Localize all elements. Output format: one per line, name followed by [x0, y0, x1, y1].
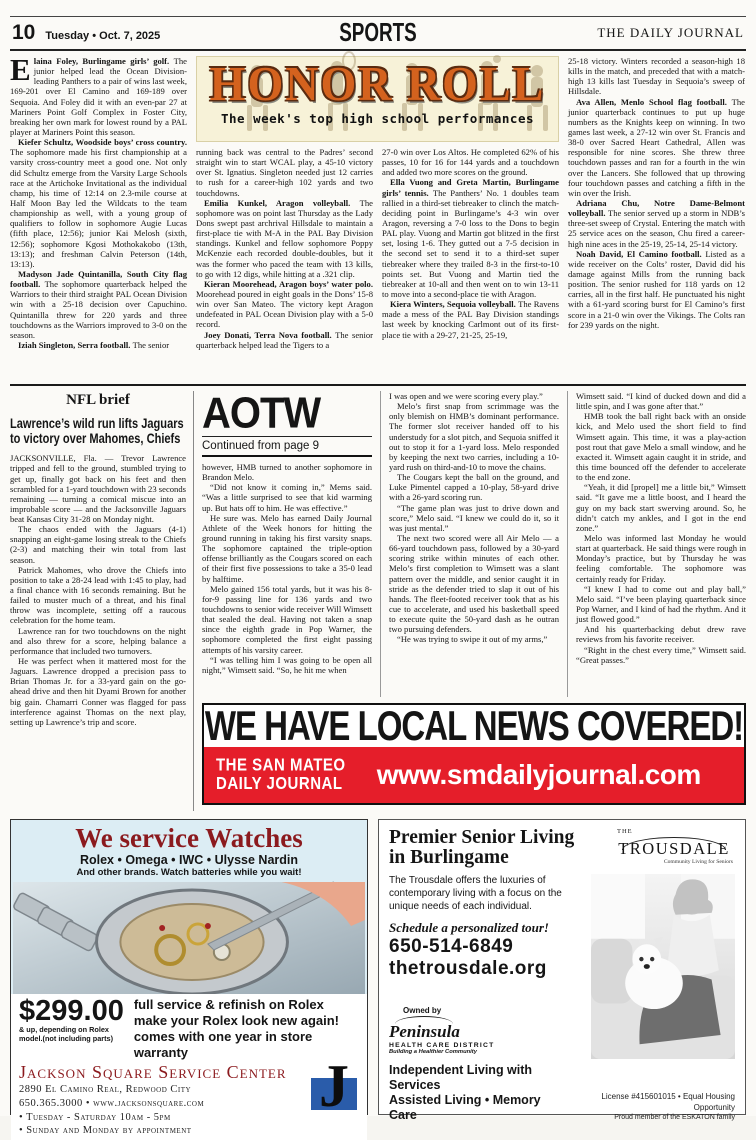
middle-zone: [10, 391, 746, 811]
article-paragraph: “The game plan was just to drive down and score,” Melo said. “I knew we could do it, so it was just mental.”: [389, 502, 559, 533]
article-paragraph: Ava Allen, Menlo School flag football. The junior quarterback continues to put up huge numbers as the Knights keep on winning. In two games last week, a 27-12 win over St. Francis and 38-0 over Sacred Heart Cathedral, Allen was responsible for nine scores. She threw three touchdown passes and ran for a fourth in the win over the Lancers. She followed that up throwing four touchdown passes and catching a fifth in the win over the Irish.: [568, 96, 745, 198]
article-paragraph: 27-0 win over Los Altos. He completed 62% of his passes, 10 for 16 for 144 yards and a touchdown and added two more scores on the ground.: [382, 147, 559, 178]
honor-roll-col-3: [382, 147, 559, 378]
article-paragraph: running back was central to the Padres’ second straight win to start WCAL play, a 45-10 victory over St. Ignatius. Singleton needed just 12 carries to rush for a career-high 102 yards and two touchdowns.: [196, 147, 373, 198]
watch-ad-title: We service Watches: [75, 823, 303, 853]
aotw-article: [202, 391, 746, 697]
watch-ad-subline: And other brands. Watch batteries while you wait!: [76, 867, 302, 878]
watch-ad-price: $299.00: [19, 995, 124, 1027]
dropcap: E: [10, 52, 31, 87]
article-paragraph: Melo was informed last Monday he would start at quarterback. He said things were rough in Monday’s practice, but by Thursday he was feeling comfortable. The sophomore was certainly ready for Friday.: [576, 532, 746, 584]
senior-living-photo: [591, 874, 735, 1059]
article-paragraph: The Cougars kept the ball on the ground, and Luke Pimentel capped a 10-play, 58-yard drive with a 26-yard scoring run.: [389, 472, 559, 503]
honor-roll-col-4: [568, 56, 745, 378]
article-paragraph: Joey Donati, Terra Nova football. The senior quarterback helped lead the Tigers to a: [196, 329, 373, 350]
article-paragraph: Emilia Kunkel, Aragon volleyball. The sophomore was on point last Thursday as the Lady Dons swept past archrival Hillsdale to maintain a first-place tie with M-A in the PAL Bay Division standings. Kunkel and fellow sophomore Poppy McKenzie each recorded double-doubles, but it was the former who paced the team with 13 kills, to go with 12 digs, while hitting at a .321 clip.: [196, 197, 373, 279]
article-paragraph: And his quarterbacking debut drew rave reviews from his favorite receiver.: [576, 624, 746, 645]
article-paragraph: He was perfect when it mattered most for the Jaguars. Lawrence dropped a precision pass to Brian Thomas Jr. for a 33-yard gain on the go-ahead drive and then hit Dyami Brown for another big gain. Chamarri Conner was flagged for pass interference against Thomas on the next play, setting up Lawrence’s trip and score.: [10, 656, 186, 727]
honor-roll-subtitle: The week's top high school performances: [221, 111, 534, 126]
nfl-brief-article: [10, 391, 194, 811]
section-title: SPORTS: [339, 17, 417, 47]
promo-headline: WE HAVE LOCAL NEWS COVERED!: [204, 702, 744, 749]
article-paragraph: “Yeah, it did [propel] me a little bit,” Wimsett said. “It gave me a little boost, and I heard the guy on my back start swerving around. So, he didn’t catch my ankles, and I got in the end zone.”: [576, 482, 746, 533]
local-news-promo-banner: [202, 703, 746, 805]
section-divider: [10, 384, 746, 386]
paper-name: THE DAILY JOURNAL: [597, 24, 744, 40]
honor-roll-section: [10, 52, 746, 378]
masthead: [10, 16, 746, 51]
trousdale-body-text: The Trousdale offers the luxuries of contemporary living with a focus on the unique needs of each individual.: [389, 874, 562, 912]
article-paragraph: Patrick Mahomes, who drove the Chiefs into position to take a 28-24 lead with 1:45 to play, had a final chance with 16 seconds remaining. But he failed to muster much of a threat, and his final throw was incomplete, setting off a raucous celebration for the home team.: [10, 564, 186, 626]
rule: [202, 455, 372, 457]
trousdale-senior-living-ad: [378, 819, 746, 1122]
article-paragraph: JACKSONVILLE, Fla. — Trevor Lawrence tripped and fell to the ground, stumbled trying to get up, finally got back on his feet and then scrambled for a 1-yard touchdown with 23 seconds remaining — turning a comical miscue into an improbable score — and the Jacksonville Jaguars beat Kansas City 31-28 on Monday night.: [10, 453, 186, 525]
article-paragraph: Ella Vuong and Greta Martin, Burlingame girls’ tennis. The Panthers’ No. 1 doubles team rallied in a third-set tiebreaker to clinch the match-deciding point in Burlingame’s 4-3 win over Aragon, reversing a 7-0 loss to the Dons to begin PAL play. Vuong and Martin got blitzed in the first set, losing 1-6. They gutted out a 7-5 decision in the second set to send it to a third-set super tiebreaker where they trailed 8-3 in the first-to-10 points set. But Vuong and Martin tied the tiebreaker at 10-all and then went on to win 13-11 to move into a second-place tie with Aragon.: [382, 177, 559, 299]
jackson-square-logo: J: [299, 1064, 357, 1126]
promo-url: www.smdailyjournal.com: [376, 759, 701, 790]
aotw-title: AOTW: [202, 389, 321, 438]
article-paragraph: Adriana Chu, Notre Dame-Belmont volleyball. The senior served up a storm in NDB’s three-set sweep of Crystal. Entering the match with 25 service aces on the season, Chu fired a career-high nine aces in the 25-19, 25-14, 25-14 victory.: [568, 197, 746, 249]
article-paragraph: Kiefer Schultz, Woodside boys’ cross country.The sophomore made his first championship at a varsity cross-country meet a good one. Not only did Schultz emerge from the Varsity Large Schools race at the Artichoke Invitational as the individual champ, his time of 12:14 on 2.3-mile course at Half Moon Bay led the Wildcats to the team championship as well, with a young group of qualifiers to follow in sophomore Augie Lucas (fifth place, 12:56); junior Kai Melosh (sixth, 12:56); sophomore Kgosi Mothokakobo (13th, 13:13); and freshman Calvin Peterson (14th, 13:13).: [10, 137, 187, 269]
aotw-continued-line: Continued from page 9: [202, 440, 319, 452]
aotw-col-3: [567, 391, 746, 697]
article-paragraph: Lawrence ran for two touchdowns on the night and also threw for a score, helping balance a performance that included two turnovers.: [10, 625, 186, 656]
watch-ad-brands: Rolex • Omega • IWC • Ulysse Nardin: [79, 853, 299, 867]
trousdale-tour-line: Schedule a personalized tour!: [389, 919, 549, 935]
article-paragraph: Wimsett said. “I kind of ducked down and did a little spin, and I was gone after that.”: [576, 391, 746, 412]
daily-journal-logo: THE SAN MATEO DAILY JOURNAL: [216, 755, 346, 794]
article-paragraph: Iziah Singleton, Serra football. The senior: [18, 339, 170, 350]
article-paragraph: The next two scored were all Air Melo — a 66-yard touchdown pass, followed by a 30-yard scoring strike within minutes of each other. Melo’s first completion to Wimsett was a slant pattern over the middle, and senior caught it in stride as the defender tried to slap it out of his hands. The fleet-footed receiver took that as his cue to accelerate, and used his basketball speed to execute quite the 50-yard dash as he outran two pursuing defenders.: [389, 532, 559, 635]
honor-roll-banner: [196, 56, 559, 142]
watch-ad-business-name: Jackson Square Service Center: [19, 1062, 287, 1083]
advertisements-row: [10, 819, 746, 1137]
watch-ad-address: 2890 El Camino Real, Redwood City: [19, 1084, 192, 1096]
promo-red-bar: [204, 747, 744, 803]
trousdale-url: thetrousdale.org: [389, 957, 547, 979]
honor-roll-title: HONOR ROLL: [209, 56, 546, 111]
trousdale-headline: Premier Senior Living in Burlingame: [389, 827, 575, 869]
article-paragraph: “Right in the chest every time,” Wimsett said. “Great passes.”: [576, 644, 746, 665]
article-paragraph: Kiera Winters, Sequoia volleyball. The Ravens made a mess of the PAL Bay Division standings last week by knocking Carlmont out of its first-place tie with a 29-27, 21-25, 25-19,: [382, 299, 559, 340]
article-paragraph: “Did not know it coming in,” Mems said. “Was a little surprised to see that kid warming up. But hats off to him. He was effective.”: [202, 482, 372, 513]
honor-roll-col-1: [10, 52, 187, 378]
article-paragraph: “I knew I had to come out and play ball,” Melo said. “I’ve been playing quarterback since Pop Warner, and I kind of had the rhythm. And it just flowed good.”: [576, 583, 746, 625]
watch-repair-photo: [13, 882, 365, 994]
article-paragraph: however, HMB turned to another sophomore in Brandon Melo.: [202, 462, 372, 483]
page-date: Tuesday • Oct. 7, 2025: [45, 29, 161, 42]
honor-roll-col-2: [196, 147, 373, 378]
trousdale-logo: THE TROUSDALE Community Living for Seniors: [617, 828, 733, 865]
page-number: 10: [12, 20, 36, 44]
aotw-col-1: [202, 391, 372, 697]
article-paragraph: Elaina Foley, Burlingame girls’ golf. The junior helped lead the Ocean Division-leading Panthers to a pair of wins last week, 169-201 over El Camino and 169-189 over Sequoia. And Foley did it with an even-par 27 at Mariners Point Golf Complex in Foster City, breaking her own mark for lowest round by a PAL player at Mariners Point this season.: [10, 52, 187, 137]
article-paragraph: Kieran Moorehead, Aragon boys’ water polo.Moorehead poured in eight goals in the Dons’ 15-8 win over San Mateo. The victory kept Aragon undefeated in PAL Ocean Division play with a 5-0 record.: [196, 278, 373, 330]
trousdale-phone: 650-514-6849: [389, 935, 514, 957]
nfl-brief-kicker: NFL brief: [66, 392, 130, 408]
article-paragraph: “He was trying to swipe it out of my arms,”: [397, 634, 548, 645]
watch-service-ad: We service Watches Rolex • Omega • IWC • Ulysse Nardin And other brands. Watch batteries while you wait! $299.00 & up, depending on Rolex model.(not including parts) full service & refinish on Rolex make your Rolex look new again! comes with one year in store warranty Jackson Square Service Center 2890 El Camino Real, Redwood City 650.365.3000 • www.jacksonsquare.com • Tuesday - Saturday 10am - 5pm • Sunday and Monday by appointment J: [10, 819, 368, 1115]
trousdale-services: Independent Living with Services Assisted Living • Memory Care: [389, 1062, 541, 1122]
article-paragraph: The chaos ended with the Jaguars (4-1) snapping an eight-game losing streak to the Chiefs (2-3) and matching their win total from last season.: [10, 524, 186, 565]
article-paragraph: Melo’s first snap from scrimmage was the only blemish on HMB’s dominant performance. The former slot receiver handed off to his understudy for a slot pitch, and Sequoia sniffed it out to stop it for a 1-yard loss. Melo responded by keeping the next two carries, including a 10-yard rush on third-and-10 to move the chains.: [389, 401, 559, 472]
article-paragraph: “I was telling him I was going to be open all night,” Wimsett said. “So, he hit me when: [202, 654, 372, 675]
article-paragraph: Noah David, El Camino football. Listed as a wide receiver on the Colts’ roster, David did his damage against Mills from the running back position. The senior rushed for 118 yards on 12 carries, all in the first half. He punctuated his night with a 61-yard scoring burst for El Camino’s first score in a 21-0 win over the Vikings. The Colts ran for 239 yards on the night.: [568, 248, 745, 330]
article-paragraph: I was open and we were scoring every play.”: [389, 391, 543, 401]
watch-ad-phone-web: 650.365.3000 • www.jacksonsquare.com: [19, 1098, 205, 1110]
trousdale-legal: License #415601015 • Equal Housing Opportunity Proud member of the ESKATON family: [601, 1091, 735, 1122]
article-paragraph: HMB took the ball right back with an onside kick, and Melo used the short field to find Wimsett again. This time, it was a play-action post rout that gave Melo a small window, and he exacted it. Wimsett again caught it in stride, and this time bounced off the defender to accelerate to the end zone.: [576, 411, 746, 483]
article-paragraph: He sure was. Melo has earned Daily Journal Athlete of the Week honors for hitting the ground running in taking his first varsity snaps. The sophomore captained the triple-option offense brilliantly as the Cougars scored on each of their first five possessions to take a 35-0 lead by halftime.: [202, 512, 372, 584]
article-paragraph: Melo gained 156 total yards, but it was his 8-for-9 passing line for 136 yards and two touchdowns to senior wide receiver Will Wimsett that sealed the deal. Having not taken a snap since the eighth grade in Pop Warner, the sophomore completed the first eight passing attempts of his varsity career.: [202, 583, 372, 655]
article-paragraph: Madyson Jade Quintanilla, South City flag football. The sophomore quarterback helped the Warriors to their third straight PAL Ocean Division win with a 25-18 decision over Capuchino. Quintanilla threw for 220 yards and three touchdowns as the Warriors improved to 3-0 on the season.: [10, 268, 187, 340]
aotw-col-2: [380, 391, 559, 697]
article-paragraph: 25-18 victory. Winters recorded a season-high 18 kills in the match, and preceded that with a match-high 13 kills last Tuesday in Sequoia’s sweep of Hillsdale.: [568, 56, 745, 97]
nfl-brief-headline: Lawrence’s wild run lifts Jaguars to victory over Mahomes, Chiefs: [10, 416, 184, 447]
peninsula-health-logo: Owned by Peninsula HEALTH CARE DISTRICT Building a Healthier Community: [389, 1005, 495, 1055]
